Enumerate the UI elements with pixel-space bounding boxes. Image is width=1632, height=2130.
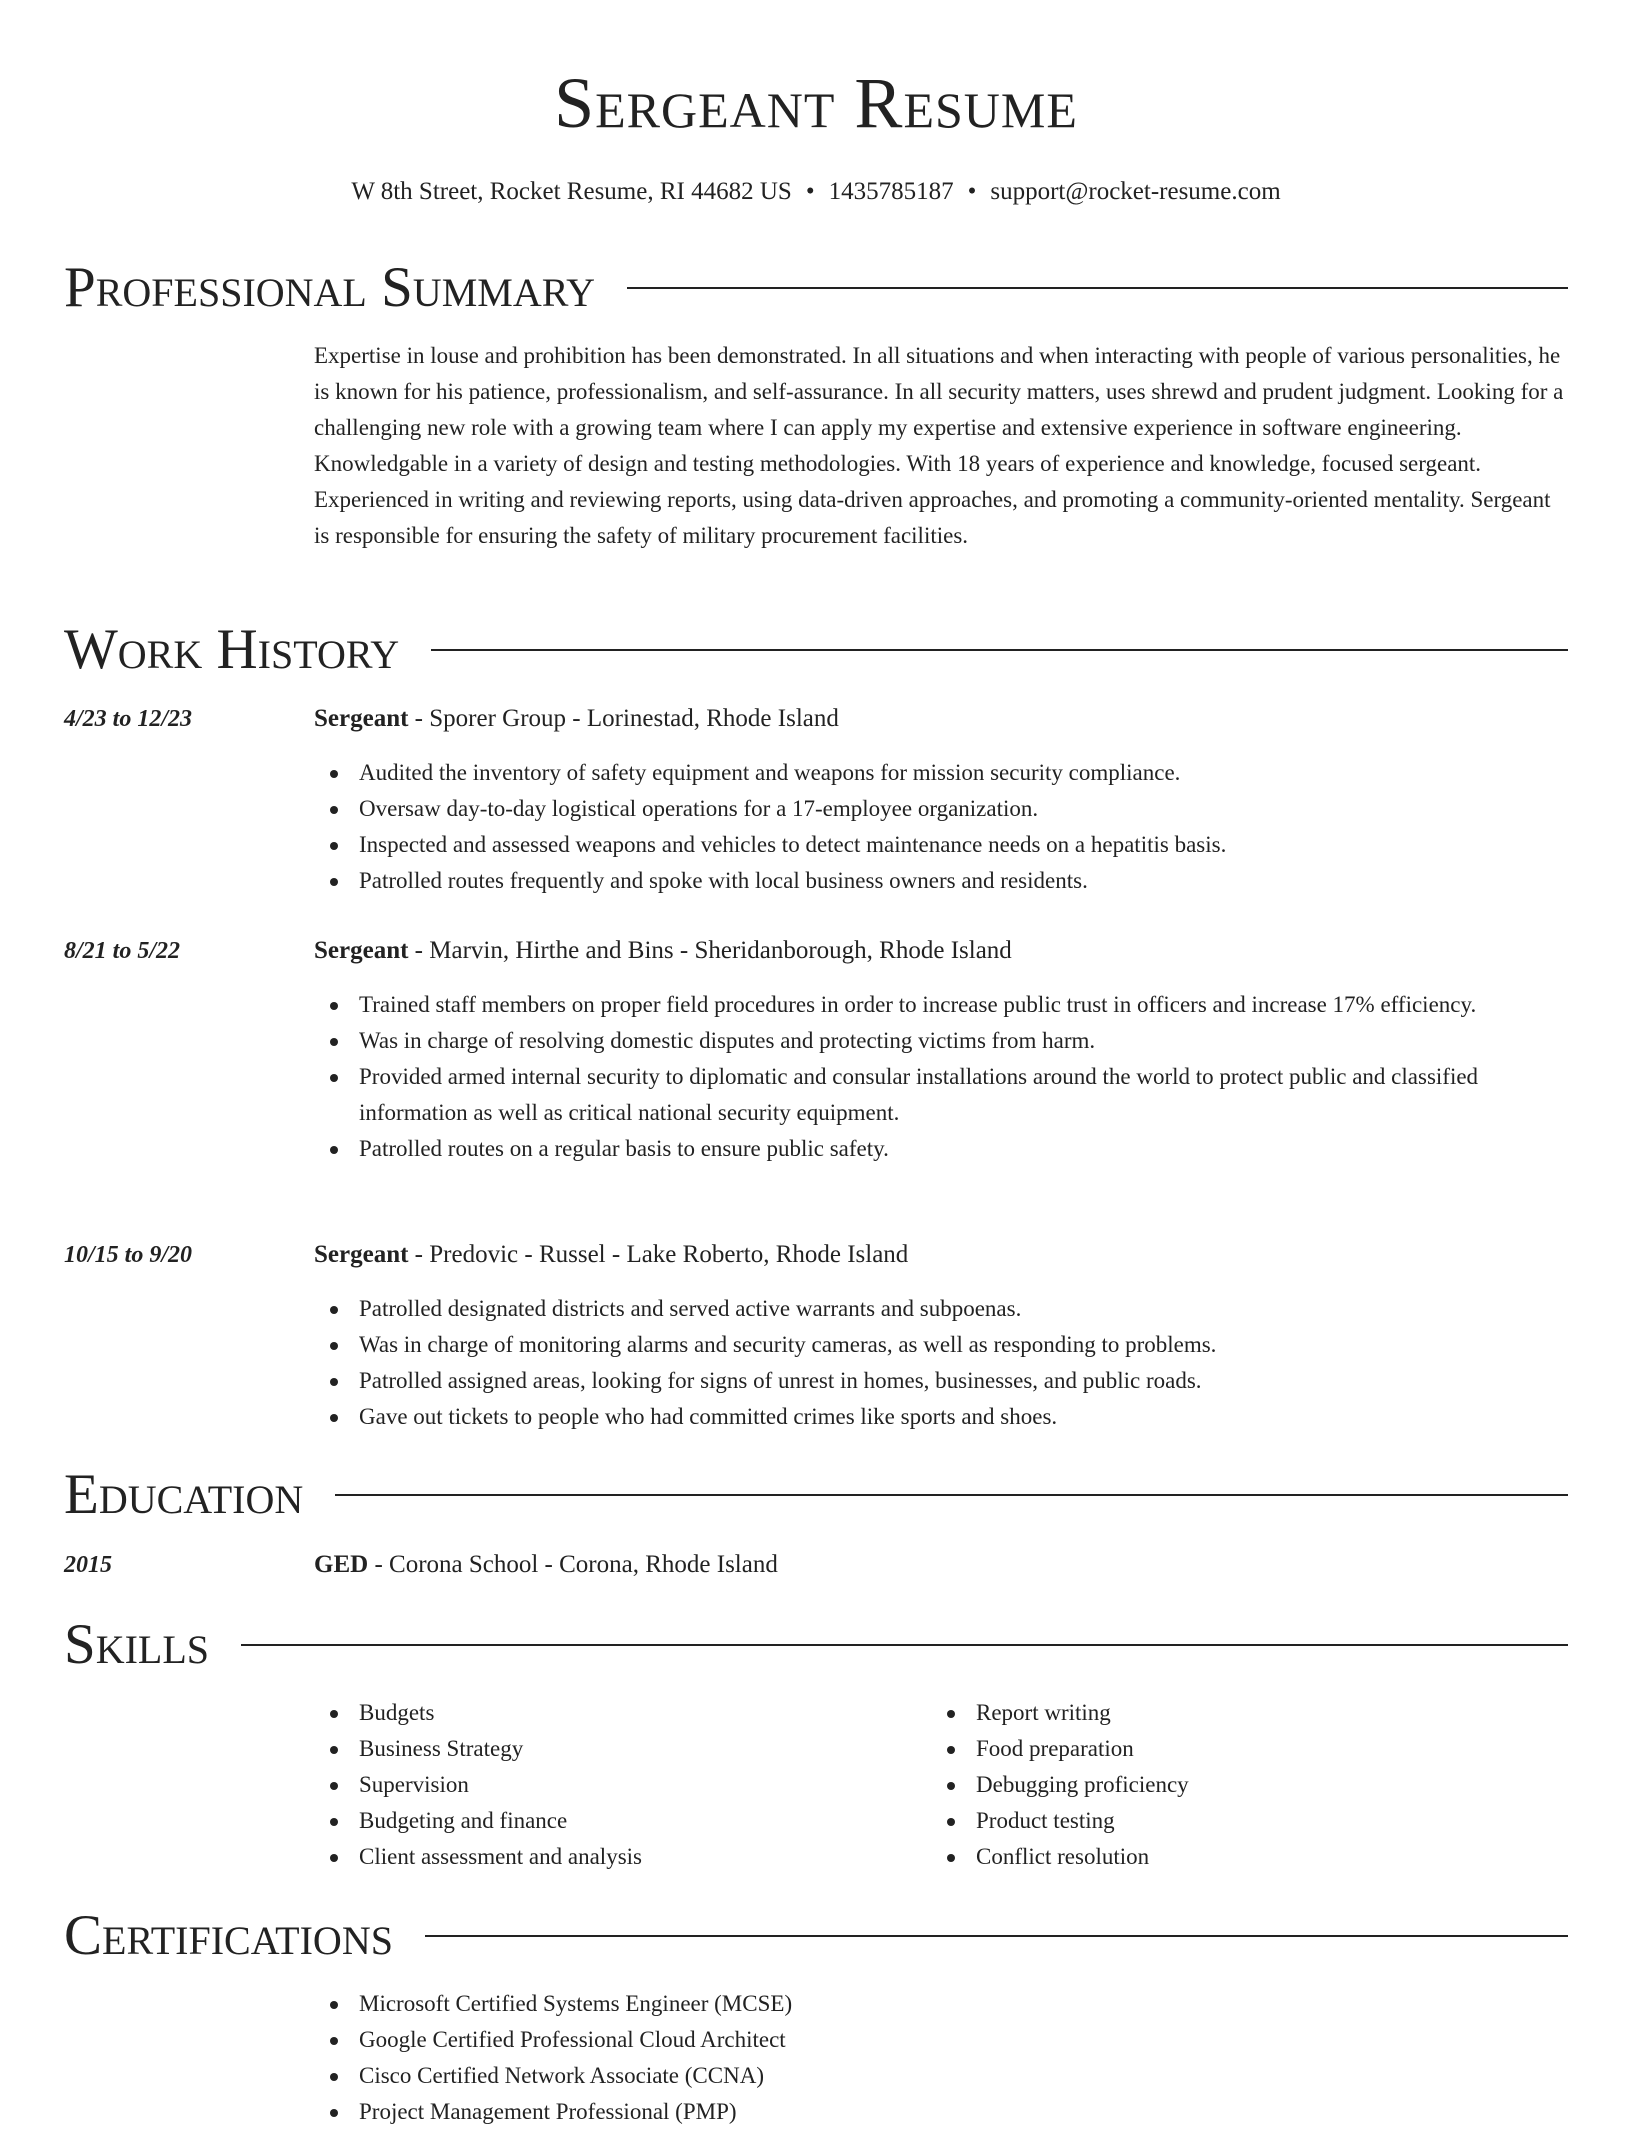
list-item: Patrolled routes frequently and spoke with local business owners and residents. xyxy=(314,863,1564,899)
job-duties xyxy=(314,1291,1564,1435)
job-duties xyxy=(314,987,1564,1167)
certifications-list xyxy=(314,1986,1564,2130)
list-item: Patrolled routes on a regular basis to ensure public safety. xyxy=(314,1131,1564,1167)
job-title-line xyxy=(314,933,1564,969)
skill-item: Product testing xyxy=(931,1803,1551,1839)
education-line xyxy=(314,1547,1564,1583)
contact-address: W 8th Street, Rocket Resume, RI 44682 US xyxy=(351,178,792,205)
section-divider xyxy=(335,1494,1568,1496)
list-item: Oversaw day-to-day logistical operations for a 17-employee organization. xyxy=(314,791,1564,827)
section-divider xyxy=(425,1935,1568,1937)
job-dates: 10/15 to 9/20 xyxy=(64,1242,193,1268)
job-employer: - Predovic - Russel - Lake Roberto, Rhode Island xyxy=(408,1241,909,1268)
skill-item: Report writing xyxy=(931,1695,1551,1731)
job-employer: - Sporer Group - Lorinestad, Rhode Island xyxy=(408,705,839,732)
certifications-section-header xyxy=(64,1906,1568,1966)
job-title: Sergeant xyxy=(314,937,409,964)
contact-line xyxy=(0,172,1632,212)
education-year: 2015 xyxy=(64,1552,112,1578)
summary-section-header xyxy=(64,258,1568,318)
skill-item: Debugging proficiency xyxy=(931,1767,1551,1803)
job-dates: 4/23 to 12/23 xyxy=(64,706,193,732)
skill-item: Food preparation xyxy=(931,1731,1551,1767)
skills-list-right xyxy=(931,1695,1551,1875)
skills-section-header xyxy=(64,1615,1568,1675)
skill-item: Business Strategy xyxy=(314,1731,914,1767)
job-duties xyxy=(314,755,1564,899)
job-title: Sergeant xyxy=(314,705,409,732)
skill-item: Budgeting and finance xyxy=(314,1803,914,1839)
contact-separator: • xyxy=(805,178,815,205)
certification-item: Project Management Professional (PMP) xyxy=(314,2094,1564,2130)
skill-item: Client assessment and analysis xyxy=(314,1839,914,1875)
skill-item: Supervision xyxy=(314,1767,914,1803)
list-item: Audited the inventory of safety equipment and weapons for mission security compliance. xyxy=(314,755,1564,791)
skill-item: Conflict resolution xyxy=(931,1839,1551,1875)
list-item: Was in charge of monitoring alarms and security cameras, as well as responding to problems. xyxy=(314,1327,1564,1363)
job-title: Sergeant xyxy=(314,1241,409,1268)
list-item: Patrolled designated districts and served active warrants and subpoenas. xyxy=(314,1291,1564,1327)
education-section-header xyxy=(64,1465,1568,1525)
summary-heading: Professional Summary xyxy=(64,256,596,319)
job-title-line xyxy=(314,1237,1564,1273)
work-section-header xyxy=(64,620,1568,680)
list-item: Trained staff members on proper field procedures in order to increase public trust in officers and increase 17% efficiency. xyxy=(314,987,1564,1023)
certifications-heading: Certifications xyxy=(64,1904,393,1967)
skill-item: Budgets xyxy=(314,1695,914,1731)
section-divider xyxy=(627,287,1568,289)
certification-item: Cisco Certified Network Associate (CCNA) xyxy=(314,2058,1564,2094)
education-degree: GED xyxy=(314,1551,369,1578)
contact-phone: 1435785187 xyxy=(828,178,954,205)
education-heading: Education xyxy=(64,1463,304,1526)
resume-name: Sergeant Resume xyxy=(554,63,1078,143)
skills-list-left xyxy=(314,1695,914,1875)
list-item: Provided armed internal security to diplomatic and consular installations around the world to protect public and classified information as well as critical national security equipment. xyxy=(314,1059,1564,1131)
certification-item: Microsoft Certified Systems Engineer (MCSE) xyxy=(314,1986,1564,2022)
skills-heading: Skills xyxy=(64,1613,210,1676)
list-item: Was in charge of resolving domestic disputes and protecting victims from harm. xyxy=(314,1023,1564,1059)
work-heading: Work History xyxy=(64,618,400,681)
list-item: Patrolled assigned areas, looking for signs of unrest in homes, businesses, and public roads. xyxy=(314,1363,1564,1399)
contact-email[interactable]: support@rocket-resume.com xyxy=(990,178,1281,205)
list-item: Inspected and assessed weapons and vehicles to detect maintenance needs on a hepatitis basis. xyxy=(314,827,1564,863)
job-title-line xyxy=(314,701,1564,737)
list-item: Gave out tickets to people who had committed crimes like sports and shoes. xyxy=(314,1399,1564,1435)
summary-text: Expertise in louse and prohibition has been demonstrated. In all situations and when interacting with people of various personalities, he is known for his patience, professionalism, and self-assurance. In all security matters, uses shrewd and prudent judgment. Looking for a challenging new role with a growing team where I can apply my expertise and extensive experience in software engineering. Knowledgable in a variety of design and testing methodologies. With 18 years of experience and knowledge, focused sergeant. Experienced in writing and reviewing reports, using data-driven approaches, and promoting a community-oriented mentality. Sergeant is responsible for ensuring the safety of military procurement facilities. xyxy=(314,343,1564,548)
job-dates: 8/21 to 5/22 xyxy=(64,938,181,964)
job-employer: - Marvin, Hirthe and Bins - Sheridanborough, Rhode Island xyxy=(408,937,1012,964)
contact-separator: • xyxy=(967,178,977,205)
section-divider xyxy=(431,649,1568,651)
certification-item: Google Certified Professional Cloud Architect xyxy=(314,2022,1564,2058)
education-school: - Corona School - Corona, Rhode Island xyxy=(368,1551,778,1578)
section-divider xyxy=(241,1644,1568,1646)
